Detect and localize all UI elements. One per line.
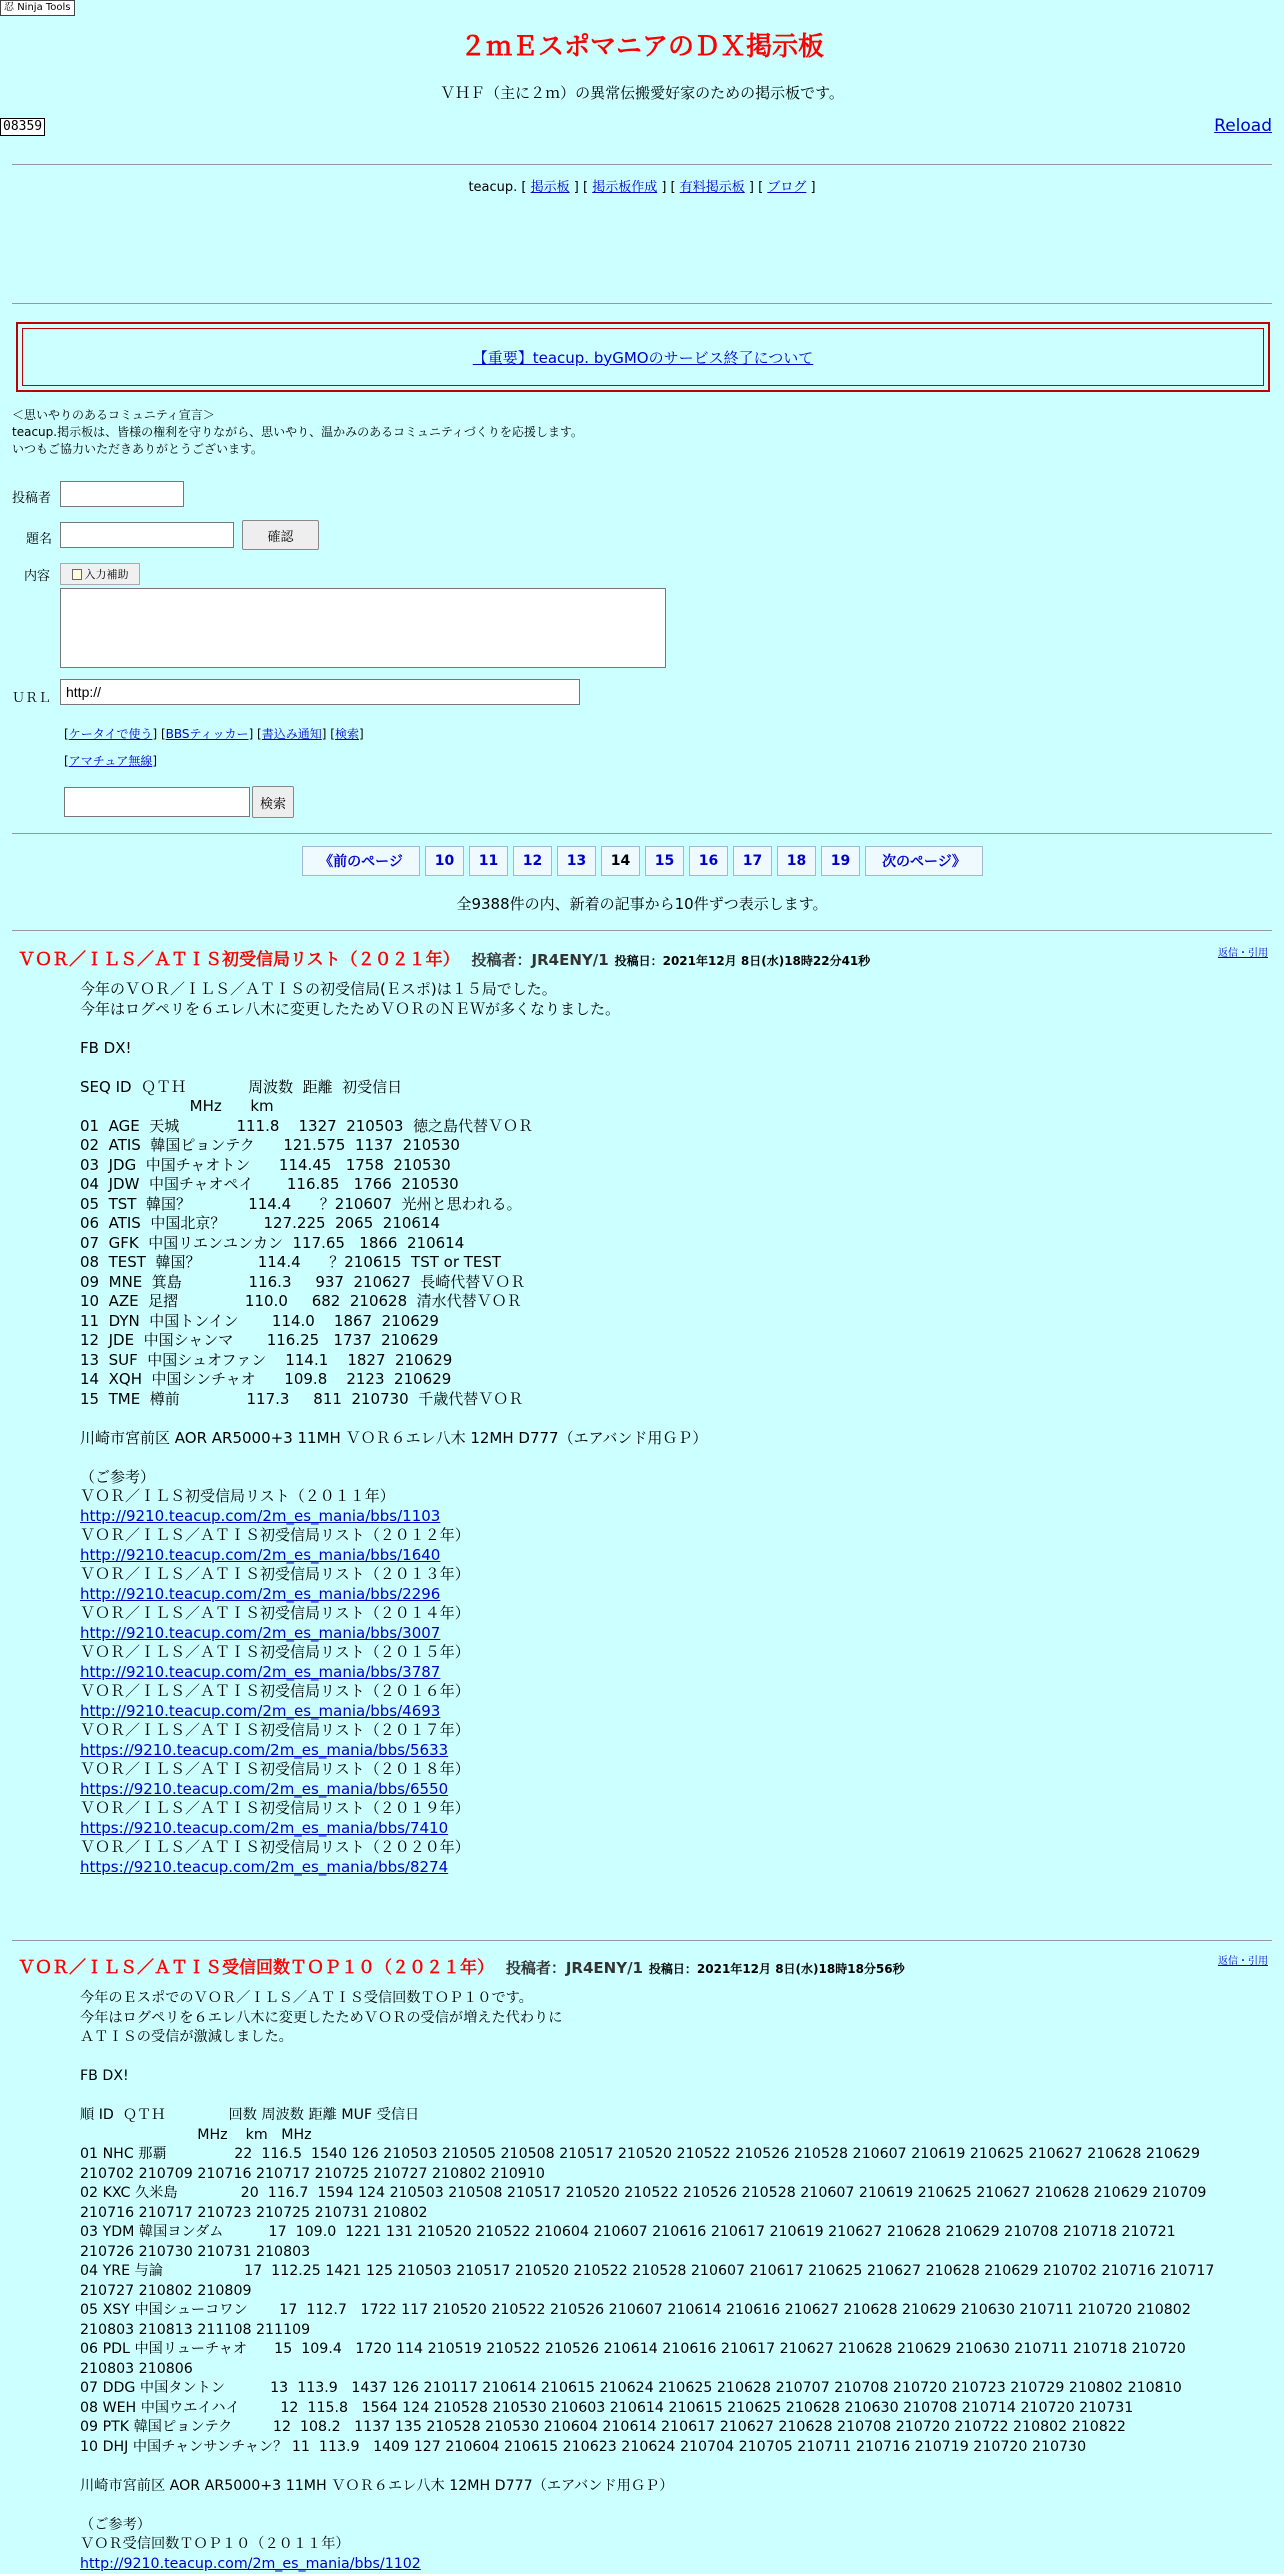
pagination <box>302 846 983 876</box>
nav-link-blog[interactable]: ブログ <box>767 180 806 195</box>
post-link-line <box>80 1546 707 1566</box>
url-label: ＵＲＬ <box>12 687 51 706</box>
community-declaration <box>12 407 583 458</box>
post-line: 15 TME 樽前 117.3 811 210730 千歳代替ＶＯＲ <box>80 1390 707 1410</box>
subject-input[interactable] <box>60 522 234 548</box>
post-line: ＶＯＲ／ＩＬＳ初受信局リスト（２０１１年） <box>80 1487 707 1507</box>
declaration-thanks: いつもご協力いただきありがとうございます。 <box>12 441 583 458</box>
post-line: 03 JDG 中国チャオトン 114.45 1758 210530 <box>80 1156 707 1176</box>
post-line: 02 KXC 久米島 20 116.7 1594 124 210503 210508 210517 210520 210522 210526 210528 210607 210619 210625 210627 210628 210629 210709 <box>80 2184 1214 2204</box>
post-line: 14 XQH 中国シンチャオ 109.8 2123 210629 <box>80 1370 707 1390</box>
post-body <box>80 980 707 1877</box>
counter-value: 08359 <box>3 119 42 134</box>
post-line <box>80 1409 707 1429</box>
reply-quote-link[interactable]: 返信・引用 <box>1218 944 1268 959</box>
prev-page-button[interactable]: 《前のページ <box>302 846 420 876</box>
service-notice-box <box>16 322 1270 392</box>
post-url-link[interactable]: http://9210.teacup.com/2m_es_mania/bbs/1102 <box>80 2556 421 2572</box>
declaration-heading: ＜思いやりのあるコミュニティ宣言＞ <box>12 407 583 424</box>
page-link-11[interactable]: 11 <box>469 846 508 876</box>
post-line: 今年のＥスポでのＶＯＲ／ＩＬＳ／ＡＴＩＳ受信回数ＴＯＰ１０です。 <box>80 1989 1214 2009</box>
post-link-line <box>80 2555 1214 2574</box>
pager-info: 全9388件の内、新着の記事から10件ずつ表示します。 <box>0 893 1284 914</box>
post-line: 210803 210806 <box>80 2360 1214 2380</box>
confirm-button[interactable]: 確認 <box>242 520 319 550</box>
post-line <box>80 1019 707 1039</box>
page-link-13[interactable]: 13 <box>557 846 596 876</box>
post-line: 06 PDL 中国リューチャオ 15 109.4 1720 114 210519 210522 210526 210614 210616 210617 210627 210628 210629 210630 210711 210718 210720 <box>80 2340 1214 2360</box>
post-line: 07 DDG 中国タントン 13 113.9 1437 126 210117 210614 210615 210624 210625 210628 210707 210708 210720 210723 210729 210802 210810 <box>80 2379 1214 2399</box>
divider <box>12 164 1272 165</box>
declaration-text: teacup.掲示板は、皆様の権利を守りながら、思いやり、温かみのあるコミュニティづくりを応援します。 <box>12 424 583 441</box>
post-line: （ご参考） <box>80 1468 707 1488</box>
page-link-18[interactable]: 18 <box>777 846 816 876</box>
post-line: 04 JDW 中国チャオペイ 116.85 1766 210530 <box>80 1175 707 1195</box>
post-line: ＡＴＩＳの受信が激減しました。 <box>80 2028 1214 2048</box>
post-line: SEQ ID ＱＴＨ 周波数 距離 初受信日 <box>80 1078 707 1098</box>
post-link-line <box>80 1741 707 1761</box>
page-link-17[interactable]: 17 <box>733 846 772 876</box>
post-date: 投稿日：2021年12月 8日(水)18時18分56秒 <box>649 1962 905 1976</box>
reload-link[interactable]: Reload <box>1214 116 1272 136</box>
post-url-link[interactable]: http://9210.teacup.com/2m_es_mania/bbs/1640 <box>80 1546 440 1564</box>
post-line <box>80 2048 1214 2068</box>
ninja-tools-badge[interactable] <box>0 0 75 16</box>
divider <box>12 930 1272 931</box>
post-line: 09 PTK 韓国ピョンテク 12 108.2 1137 135 210528 210530 210604 210614 210617 210627 210628 210708 210720 210722 210802 210822 <box>80 2418 1214 2438</box>
post-url-link[interactable]: https://9210.teacup.com/2m_es_mania/bbs/5633 <box>80 1741 448 1759</box>
nav-link-create-bbs[interactable]: 掲示板作成 <box>592 180 657 195</box>
post-url-link[interactable]: http://9210.teacup.com/2m_es_mania/bbs/2296 <box>80 1585 440 1603</box>
input-help-label: 入力補助 <box>85 566 129 582</box>
service-end-notice-link[interactable]: 【重要】teacup. byGMOのサービス終了について <box>473 347 814 368</box>
post-author: 投稿者：JR4ENY/1 <box>472 951 609 969</box>
post-line: ＶＯＲ／ＩＬＳ／ＡＴＩＳ初受信局リスト（２０２０年） <box>80 1838 707 1858</box>
form-links-row: [ケータイで使う] [BBSティッカー] [書込み通知] [検索] <box>64 725 364 742</box>
post-link-line <box>80 1702 707 1722</box>
divider <box>12 833 1272 834</box>
lock-icon <box>72 569 82 580</box>
page-subtitle: ＶＨＦ（主に２ｍ）の異常伝搬愛好家のための掲示板です。 <box>0 82 1284 103</box>
bbs-ticker-link[interactable]: BBSティッカー <box>166 727 249 741</box>
ninja-logo-icon: 忍 <box>4 2 14 13</box>
post-line: ＶＯＲ／ＩＬＳ／ＡＴＩＳ初受信局リスト（２０１２年） <box>80 1526 707 1546</box>
post-notify-link[interactable]: 書込み通知 <box>262 727 322 741</box>
page-current-14: 14 <box>601 846 640 876</box>
post-line: 川崎市宮前区 AOR AR5000+3 11MH ＶＯＲ６エレ八木 12MH D777（エアバンド用ＧＰ） <box>80 1429 707 1449</box>
post-line: 10 AZE 足摺 110.0 682 210628 清水代替ＶＯＲ <box>80 1292 707 1312</box>
amateur-radio-link[interactable]: アマチュア無線 <box>69 754 153 768</box>
post-line: （ご参考） <box>80 2516 1214 2536</box>
next-page-button[interactable]: 次のページ》 <box>865 846 983 876</box>
post-line: ＶＯＲ／ＩＬＳ／ＡＴＩＳ初受信局リスト（２０１６年） <box>80 1682 707 1702</box>
content-textarea[interactable] <box>60 588 666 668</box>
post-line: 09 MNE 箕島 116.3 937 210627 長崎代替ＶＯＲ <box>80 1273 707 1293</box>
post-line <box>80 2087 1214 2107</box>
post-line: ＶＯＲ受信回数ＴＯＰ１０（２０１１年） <box>80 2535 1214 2555</box>
post-link-line <box>80 1819 707 1839</box>
post-line: ＶＯＲ／ＩＬＳ／ＡＴＩＳ初受信局リスト（２０１９年） <box>80 1799 707 1819</box>
post-line: 210803 210813 211108 211109 <box>80 2321 1214 2341</box>
post-header <box>18 1953 905 1978</box>
post-url-link[interactable]: http://9210.teacup.com/2m_es_mania/bbs/1103 <box>80 1507 440 1525</box>
search-link[interactable]: 検索 <box>335 727 359 741</box>
mobile-link[interactable]: ケータイで使う <box>69 727 153 741</box>
post-line: 今年はログペリを６エレ八木に変更したためＶＯＲの受信が増えた代わりに <box>80 2009 1214 2029</box>
post-link-line <box>80 1624 707 1644</box>
nav-link-bbs[interactable]: 掲示板 <box>531 180 570 195</box>
post-line: FB DX! <box>80 1039 707 1059</box>
post-line: FB DX! <box>80 2067 1214 2087</box>
post-url-link[interactable]: https://9210.teacup.com/2m_es_mania/bbs/7410 <box>80 1819 448 1837</box>
subject-label: 題名 <box>26 528 52 547</box>
post-line: 11 DYN 中国トンイン 114.0 1867 210629 <box>80 1312 707 1332</box>
post-line: ＶＯＲ／ＩＬＳ／ＡＴＩＳ初受信局リスト（２０１４年） <box>80 1604 707 1624</box>
post-body <box>80 1989 1214 2574</box>
post-line: 210716 210717 210723 210725 210731 210802 <box>80 2204 1214 2224</box>
reply-quote-link[interactable]: 返信・引用 <box>1218 1952 1268 1967</box>
post-link-line <box>80 1663 707 1683</box>
post-line: MHz km <box>80 1097 707 1117</box>
page-link-19[interactable]: 19 <box>821 846 860 876</box>
post-line <box>80 1058 707 1078</box>
post-line: 今年はログペリを６エレ八木に変更したためＶＯＲのＮＥＷが多くなりました。 <box>80 1000 707 1020</box>
post-line: 05 XSY 中国シューコワン 17 112.7 1722 117 210520 210522 210526 210607 210614 210616 210627 210628 210629 210630 210711 210720 210802 <box>80 2301 1214 2321</box>
post-link-line <box>80 1507 707 1527</box>
page-link-15[interactable]: 15 <box>645 846 684 876</box>
post-line: ＶＯＲ／ＩＬＳ／ＡＴＩＳ初受信局リスト（２０１７年） <box>80 1721 707 1741</box>
post-line <box>80 2457 1214 2477</box>
post-title: ＶＯＲ／ＩＬＳ／ＡＴＩＳ受信回数ＴＯＰ１０（２０２１年） <box>18 1958 494 1978</box>
post-line <box>80 1448 707 1468</box>
post-line: 07 GFK 中国リエンユンカン 117.65 1866 210614 <box>80 1234 707 1254</box>
post-line: 順 ID ＱＴＨ 回数 周波数 距離 MUF 受信日 <box>80 2106 1214 2126</box>
divider <box>12 1940 1272 1941</box>
nav-link-paid-bbs[interactable]: 有料掲示板 <box>680 180 745 195</box>
post-url-link[interactable]: http://9210.teacup.com/2m_es_mania/bbs/3007 <box>80 1624 440 1642</box>
search-button[interactable]: 検索 <box>252 786 294 818</box>
post-line: MHz km MHz <box>80 2126 1214 2146</box>
post-url-link[interactable]: http://9210.teacup.com/2m_es_mania/bbs/3787 <box>80 1663 440 1681</box>
post-link-line <box>80 1585 707 1605</box>
post-line: 今年のＶＯＲ／ＩＬＳ／ＡＴＩＳの初受信局(Ｅスポ)は１５局でした。 <box>80 980 707 1000</box>
page-link-10[interactable]: 10 <box>425 846 464 876</box>
post-line: 01 AGE 天城 111.8 1327 210503 徳之島代替ＶＯＲ <box>80 1117 707 1137</box>
post-line: 05 TST 韓国？ 114.4 ？210607 光州と思われる。 <box>80 1195 707 1215</box>
post-line: 210727 210802 210809 <box>80 2282 1214 2302</box>
access-counter <box>0 118 45 136</box>
post-line: 210702 210709 210716 210717 210725 210727 210802 210910 <box>80 2165 1214 2185</box>
post-line: ＶＯＲ／ＩＬＳ／ＡＴＩＳ初受信局リスト（２０１５年） <box>80 1643 707 1663</box>
divider <box>12 303 1272 304</box>
post-line <box>80 2496 1214 2516</box>
post-line: 08 TEST 韓国？ 114.4 ？210615 TST or TEST <box>80 1253 707 1273</box>
post-title: ＶＯＲ／ＩＬＳ／ＡＴＩＳ初受信局リスト（２０２１年） <box>18 950 460 970</box>
post-line: 12 JDE 中国シャンマ 116.25 1737 210629 <box>80 1331 707 1351</box>
post-url-link[interactable]: https://9210.teacup.com/2m_es_mania/bbs/8274 <box>80 1858 448 1876</box>
post-author: 投稿者：JR4ENY/1 <box>506 1959 643 1977</box>
post-line: 02 ATIS 韓国ピョンテク 121.575 1137 210530 <box>80 1136 707 1156</box>
post-line: 01 NHC 那覇 22 116.5 1540 126 210503 210505 210508 210517 210520 210522 210526 210528 210607 210619 210625 210627 210628 210629 <box>80 2145 1214 2165</box>
post-line: 川崎市宮前区 AOR AR5000+3 11MH ＶＯＲ６エレ八木 12MH D777（エアバンド用ＧＰ） <box>80 2477 1214 2497</box>
page-link-16[interactable]: 16 <box>689 846 728 876</box>
post-url-link[interactable]: https://9210.teacup.com/2m_es_mania/bbs/6550 <box>80 1780 448 1798</box>
post-line: 13 SUF 中国シュオファン 114.1 1827 210629 <box>80 1351 707 1371</box>
post-link-line <box>80 1780 707 1800</box>
post-line: 08 WEH 中国ウエイハイ 12 115.8 1564 124 210528 210530 210603 210614 210615 210625 210628 210630 210708 210714 210720 210731 <box>80 2399 1214 2419</box>
post-line: 06 ATIS 中国北京？ 127.225 2065 210614 <box>80 1214 707 1234</box>
post-line: 04 YRE 与論 17 112.25 1421 125 210503 210517 210520 210522 210528 210607 210617 210625 210627 210628 210629 210702 210716 210717 <box>80 2262 1214 2282</box>
post-line: 03 YDM 韓国ヨンダム 17 109.0 1221 131 210520 210522 210604 210607 210616 210617 210619 210627 210628 210629 210708 210718 210721 <box>80 2223 1214 2243</box>
post-line: 210726 210730 210731 210803 <box>80 2243 1214 2263</box>
ninja-label: Ninja Tools <box>17 2 70 13</box>
teacup-nav: teacup. [ 掲示板 ] [ 掲示板作成 ] [ 有料掲示板 ] [ ブログ ] <box>0 176 1284 195</box>
author-label: 投稿者 <box>12 487 51 506</box>
post-date: 投稿日：2021年12月 8日(水)18時22分41秒 <box>615 954 871 968</box>
post-link-line <box>80 1858 707 1878</box>
page-title: ２ｍＥスポマニアのＤＸ掲示板 <box>0 26 1284 63</box>
post-line: 10 DHJ 中国チャンサンチャン？ 11 113.9 1409 127 210604 210615 210623 210624 210704 210705 210711 210716 210719 210720 210730 <box>80 2438 1214 2458</box>
teacup-brand: teacup. <box>468 180 517 195</box>
post-header <box>18 945 870 970</box>
input-help-button[interactable] <box>60 563 140 585</box>
content-label: 内容 <box>24 565 50 584</box>
post-url-link[interactable]: http://9210.teacup.com/2m_es_mania/bbs/4693 <box>80 1702 440 1720</box>
author-input[interactable] <box>60 481 184 507</box>
search-input[interactable] <box>64 787 250 817</box>
page-link-12[interactable]: 12 <box>513 846 552 876</box>
category-links-row: [アマチュア無線] <box>64 752 157 769</box>
post-line: ＶＯＲ／ＩＬＳ／ＡＴＩＳ初受信局リスト（２０１３年） <box>80 1565 707 1585</box>
url-input[interactable] <box>60 679 580 705</box>
post-line: ＶＯＲ／ＩＬＳ／ＡＴＩＳ初受信局リスト（２０１８年） <box>80 1760 707 1780</box>
